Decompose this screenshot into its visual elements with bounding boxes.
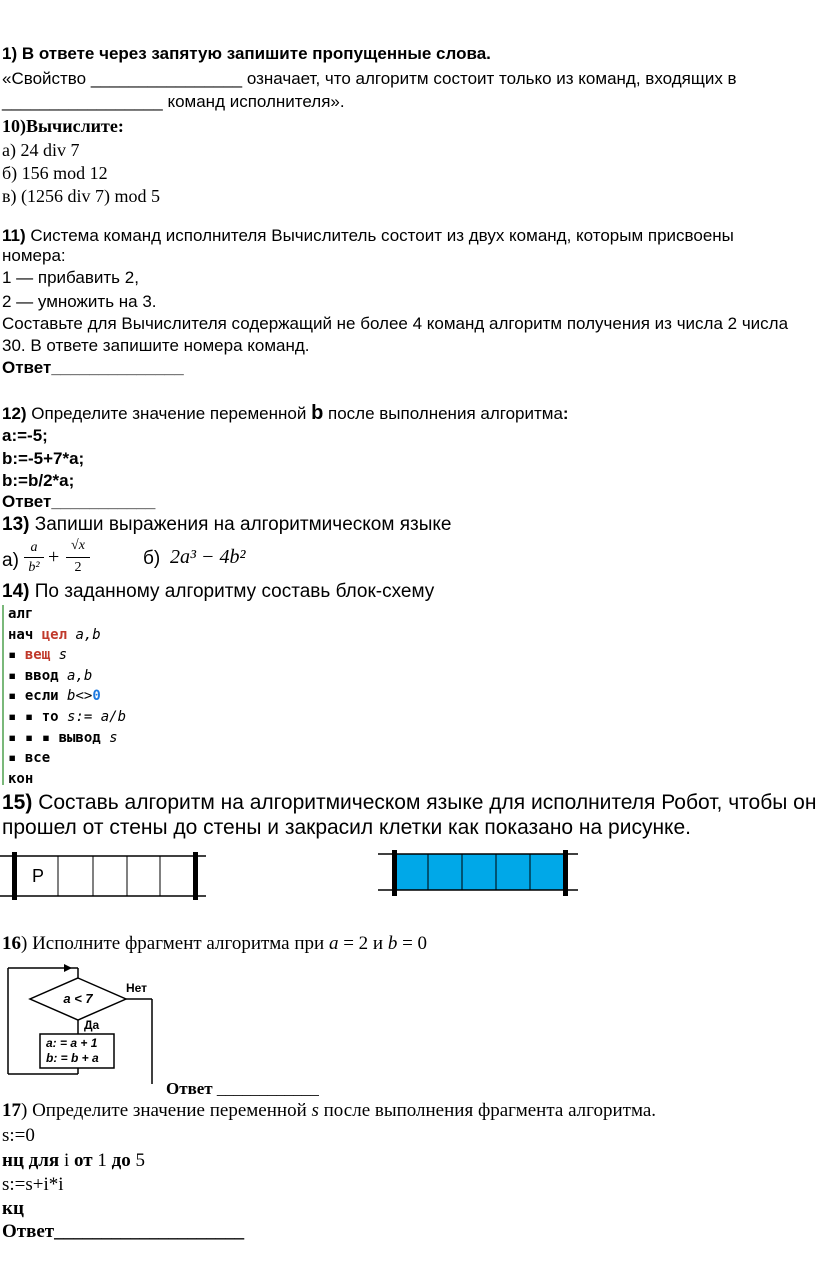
q11-number: 11) [2,226,26,245]
code-line-5: ▪ если b<>0 [8,688,101,705]
q17-line: 17) Определите значение переменной s после выполнения фрагмента алгоритма. [2,1100,657,1121]
q13-line: 13) Запиши выражения на алгоритмическом языке [2,514,452,535]
right-wall [563,850,568,896]
left-wall [12,852,17,900]
q11-cmd2: 2 — умножить на 3. [2,292,157,311]
robot-target-grid [378,840,578,900]
robot-label: Р [32,866,45,886]
q13-number: 13) [2,514,30,535]
q17-number: 17 [2,1100,21,1121]
q1-line1: «Свойство ________________ означает, что алгоритм состоит только из команд, входящих в [2,69,737,88]
code-gutter-line [2,605,4,785]
left-wall [392,850,397,896]
q13-frac1-num: a [30,540,38,555]
yes-label: Да [84,1018,100,1032]
q16-line: 16) Исполните фрагмент алгоритма при a = 2 и b = 0 [2,933,428,954]
q17-answer: Ответ____________________ [2,1221,245,1242]
q17-code-2: нц для i от 1 до 5 [2,1150,145,1171]
code-line-7: ▪ ▪ ▪ вывод s [8,729,118,746]
diamond-condition: a < 7 [63,991,93,1006]
q10-a: а) 24 div 7 [2,140,80,160]
q12-code-1: a:=-5; [2,426,48,445]
painted-cells [396,854,564,890]
q12-line: 12) Определите значение переменной b после выполнения алгоритма: [2,402,569,424]
right-wall [193,852,198,900]
q13-expr-b: 2a³ − 4b² [170,546,246,568]
code-line-4: ▪ ввод a,b [8,667,93,684]
q10-c: в) (1256 div 7) mod 5 [2,186,160,206]
q13-a-label: а) [2,550,19,571]
code-line-2: нач цел a,b [8,626,101,643]
box-line-1: a: = a + 1 [46,1036,98,1050]
q12-var: b [311,402,324,424]
q1-line2: _________________ команд исполнителя». [2,92,345,111]
code-line-1: алг [8,606,34,622]
code-line-9: кон [8,770,34,787]
q13-frac1-den: b² [28,560,40,575]
q17-code-4: кц [2,1198,24,1219]
no-label: Нет [126,981,148,995]
q11-line3: Составьте для Вычислителя содержащий не более 4 команд алгоритм получения из числа 2 числа [2,314,789,333]
q15-number: 15) [2,791,33,814]
q11-line1: 11) Система команд исполнителя Вычислитель состоит из двух команд, которым присвоены [2,226,734,245]
q13-frac2-bar [66,557,90,558]
q17-code-3: s:=s+i*i [2,1174,64,1195]
q13-frac2-num: √x [71,538,85,553]
q12-code-3: b:=b/2*a; [2,471,75,490]
q10-heading: 10)Вычислите: [2,116,124,136]
q11-line2: номера: [2,246,66,265]
q12-number: 12) [2,404,27,423]
q14-number: 14) [2,581,30,602]
q15-line2: прошел от стены до стены и закрасил клетки как показано на рисунке. [2,816,691,839]
box-line-2: b: = b + a [46,1051,99,1065]
q10-b: б) 156 mod 12 [2,163,108,183]
q13-b-label: б) [143,548,161,569]
q11-answer: Ответ______________ [2,358,184,377]
q16-answer: Ответ ____________ [166,1079,319,1098]
q13-frac2-den: 2 [74,560,82,575]
q15-line1: 15) Составь алгоритм на алгоритмическом языке для исполнителя Робот, чтобы он [2,791,816,814]
q16-number: 16 [2,933,21,954]
q12-code-2: b:=-5+7*a; [2,449,85,468]
q17-code-1: s:=0 [2,1125,35,1146]
q11-cmd1: 1 — прибавить 2, [2,268,139,287]
q14-line: 14) По заданному алгоритму составь блок-схему [2,581,435,602]
code-line-3: ▪ вещ s [8,647,68,664]
q12-answer: Ответ___________ [2,492,156,511]
q11-line4: 30. В ответе запишите номера команд. [2,336,310,355]
code-line-8: ▪ все [8,750,51,767]
code-line-6: ▪ ▪ то s:= a/b [8,708,127,725]
q14-code-block [8,604,126,789]
q1-heading: 1) В ответе через запятую запишите пропущенные слова. [2,44,491,63]
q13-frac1-bar [24,557,44,558]
q13-plus: + [48,546,60,568]
